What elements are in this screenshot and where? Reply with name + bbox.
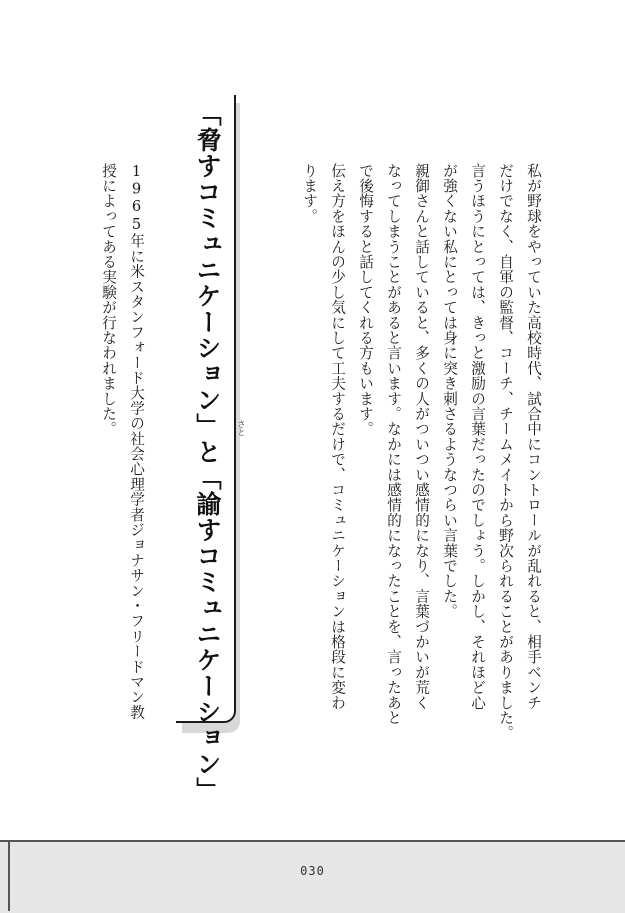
body-line-3: 言うほうにとっては、きっと激励の言葉だったのでしょう。しかし、それほど心 <box>469 163 486 711</box>
heading-ruby: さと <box>237 420 246 436</box>
page-footer <box>0 840 625 913</box>
intro-paragraph <box>94 163 150 720</box>
body-line-2: だけでなく、自軍の監督、コーチ、チームメイトから野次られることがありました。 <box>497 163 514 741</box>
page-number: 030 <box>300 864 325 878</box>
body-line-7: で後悔すると話してくれる方もいます。 <box>357 163 374 437</box>
body-line-6: なってしまうことがあると言います。なかには感情的になったことを、言ったあと <box>385 163 402 726</box>
body-line-4: が強くない私にとっては身に突き刺さるようなつらい言葉でした。 <box>441 163 458 619</box>
body-line-5: 親御さんと話していると、多くの人がついつい感情的になり、言葉づかいが荒く <box>413 163 430 711</box>
intro-line-2: 授によってある実験が行なわれました。 <box>100 163 117 437</box>
body-paragraphs <box>295 163 547 741</box>
body-line-9: ります。 <box>301 163 318 224</box>
footer-divider <box>8 840 10 911</box>
intro-line-1: 1965年に米スタンフォード大学の社会心理学者ジョナサン・フリードマン教 <box>128 163 145 720</box>
heading-frame <box>176 95 236 803</box>
body-line-8: 伝え方をほんの少し気にして工夫するだけで、コミュニケーションは格段に変わ <box>329 163 346 711</box>
section-heading: 「脅すコミュニケーション」と「諭すコミュニケーション」 <box>193 101 222 803</box>
body-line-1: 私が野球をやっていた高校時代、試合中にコントロールが乱れると、相手ベンチ <box>525 163 542 711</box>
section-heading-box <box>176 95 238 803</box>
